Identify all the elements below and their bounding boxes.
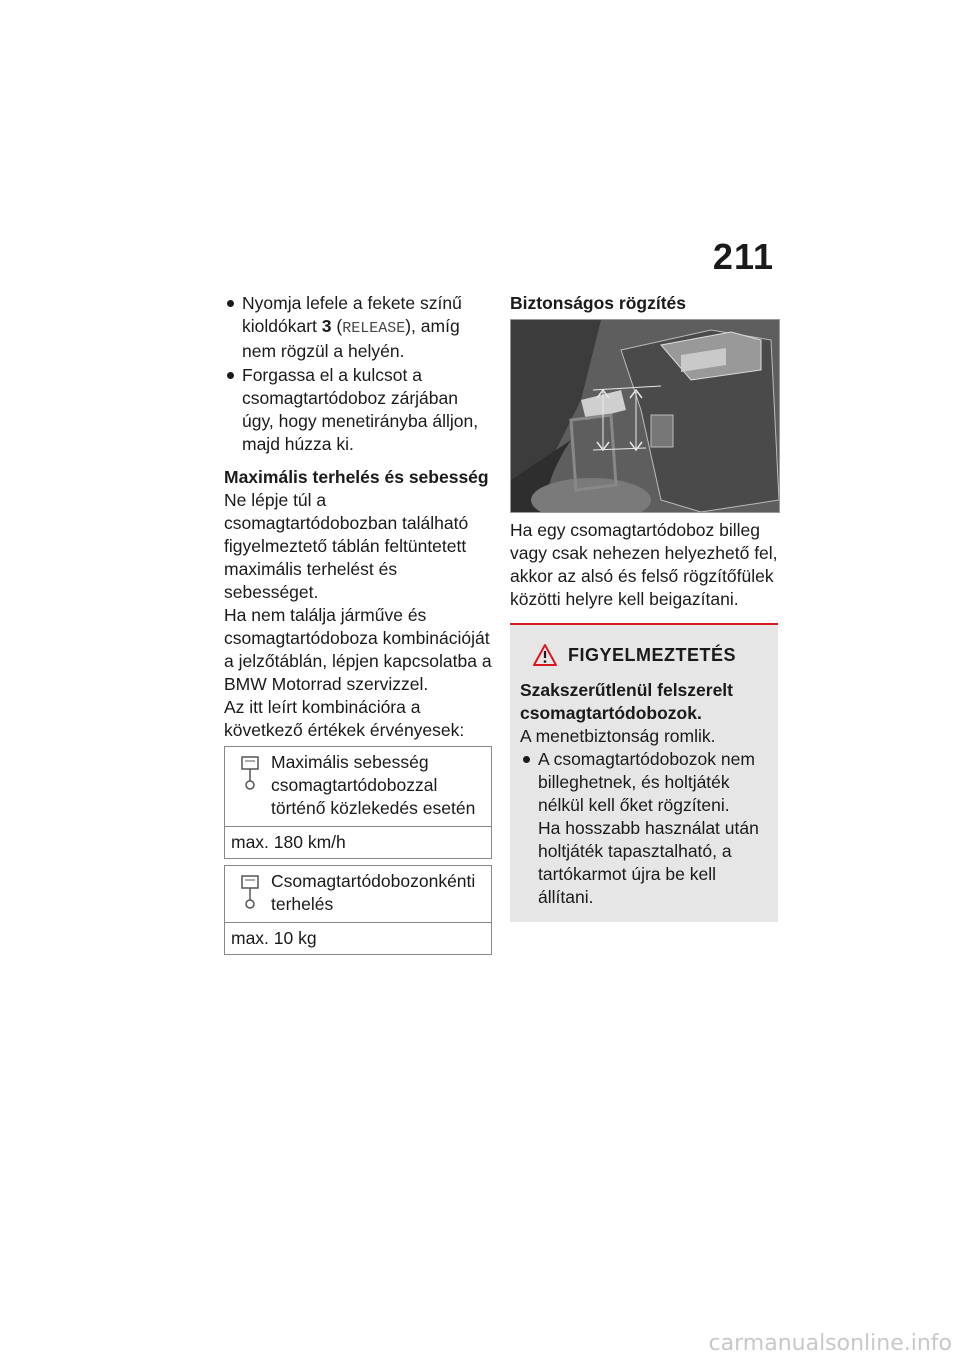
paragraph: Az itt leírt kombinációra a következő értékek érvényesek: [224,697,465,740]
paragraph: Ha nem találja járműve és csomagtartódoboza kombinációját a jelzőtáblán, lépjen kapcsolatba a BMW Motorrad szervizzel. [224,605,492,694]
spec-table [224,865,492,955]
list-item: A csomagtartódobozok nem billeghetnek, és holtjáték nélkül kell őket rögzíteni. Ha hosszabb használat után holtjáték tapasztalható, a tartókarmot újra be kell állítani. [520,748,768,909]
warning-consequence: A menetbiztonság romlik. [520,726,716,746]
section-title: Maximális terhelés és sebesség [224,467,489,487]
spec-value-cell: max. 180 km/h [231,832,346,852]
warning-triangle-icon [532,643,558,667]
case-mount-photo [510,319,780,513]
spec-value-cell: max. 10 kg [231,928,317,948]
warning-headline: Szakszerűtlenül felszerelt csomagtartódobozok. [520,680,733,723]
gauge-icon [239,874,261,910]
spec-label-cell: Csomagtartódobozonkénti terhelés [225,866,491,923]
site-watermark: carmanualsonline.info [708,1331,952,1356]
release-code: RELEASE [342,320,406,337]
spec-label-cell: Maximális sebesség csomagtartódobozzal történő közlekedés esetén [225,747,491,827]
paragraph: Ha egy csomagtartódoboz billeg vagy csak nehezen helyezhető fel, akkor az alsó és felső rögzítőfülek közötti helyre kell beigazítani. [510,520,778,609]
case-mount-illustration [511,320,779,512]
right-column [510,292,778,922]
warning-list [520,748,768,909]
instruction-list [224,292,492,456]
page-number: 211 [712,236,774,277]
paragraph: Ne lépje túl a csomagtartódobozban található figyelmeztető táblán feltüntetett maximális terhelést és sebességet. [224,490,469,602]
list-item: Forgassa el a kulcsot a csomagtartódoboz zárjában úgy, hogy menetirányba álljon, majd húzza ki. [224,364,492,456]
warning-title: FIGYELMEZTETÉS [532,643,768,667]
gauge-icon [239,755,261,791]
left-column [224,292,492,955]
spec-table [224,746,492,859]
list-item: Nyomja lefele a fekete színű kioldókart 3 (RELEASE), amíg nem rögzül a helyén. [224,292,492,363]
section-title: Biztonságos rögzítés [510,293,686,313]
warning-box [510,623,778,922]
ref-number: 3 [321,316,332,336]
